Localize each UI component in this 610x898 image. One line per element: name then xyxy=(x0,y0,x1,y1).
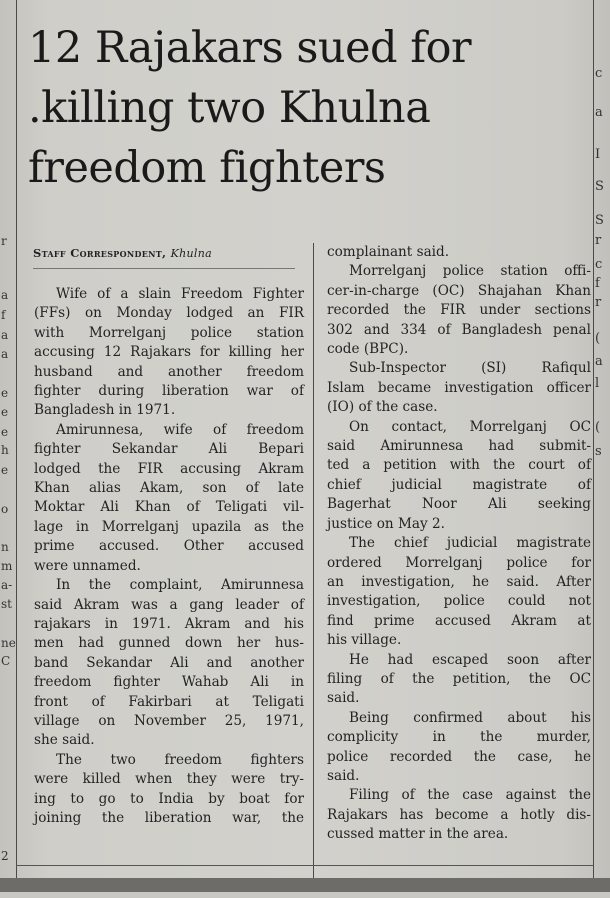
article-text-line: husband and another freedom xyxy=(34,363,304,380)
edge-text-fragment: r xyxy=(595,295,602,310)
article-text-line: The two freedom fighters xyxy=(56,751,304,768)
bottom-rule xyxy=(16,865,593,866)
article-text-line: Khan alias Akam, son of late xyxy=(34,480,304,497)
byline-location: Khulna xyxy=(170,247,212,260)
edge-text-fragment: e xyxy=(1,425,9,439)
byline-rule xyxy=(33,268,295,269)
article-text-line: Filing of the case against the xyxy=(349,787,591,804)
edge-text-fragment: a xyxy=(1,328,9,342)
adjacent-column-right-fragments xyxy=(594,0,610,892)
article-text-line: band Sekandar Ali and another xyxy=(34,654,304,671)
article-text-line: (FFs) on Monday lodged an FIR xyxy=(34,305,304,322)
column-rule-left xyxy=(16,0,17,878)
edge-text-fragment: a- xyxy=(1,578,13,592)
edge-text-fragment: ne xyxy=(1,636,16,650)
edge-text-fragment: ( xyxy=(595,420,601,435)
article-text-line: said Amirunnesa had submit- xyxy=(327,438,591,455)
article-text-line: an investigation, he said. After xyxy=(327,573,591,590)
article-text-line: she said. xyxy=(34,732,95,749)
edge-text-fragment: a xyxy=(595,354,603,369)
byline xyxy=(33,246,299,260)
article-text-line: Morrelganj police station offi- xyxy=(349,263,591,280)
edge-text-fragment: e xyxy=(1,405,9,419)
column-rule-middle xyxy=(313,243,314,878)
edge-text-fragment: S xyxy=(595,213,604,228)
edge-text-fragment: I xyxy=(595,147,601,162)
article-text-line: justice on May 2. xyxy=(327,515,445,532)
edge-text-fragment: e xyxy=(1,463,9,477)
article-text-line: Sub-Inspector (SI) Rafiqul xyxy=(349,360,591,377)
edge-text-fragment: f xyxy=(595,276,600,291)
article-text-line: lodged the FIR accusing Akram xyxy=(34,460,304,477)
edge-text-fragment: r xyxy=(1,234,7,248)
article-text-line: Rajakars has become a hotly dis- xyxy=(327,806,591,823)
headline-line: 12 Rajakars sued for xyxy=(28,23,472,73)
article-text-line: his village. xyxy=(327,632,402,649)
article-text-line: cussed matter in the area. xyxy=(327,826,509,843)
article-text-line: He had escaped soon after xyxy=(349,651,591,668)
byline-author: Staff Correspondent, xyxy=(33,246,167,260)
article-text-line: men had gunned down her hus- xyxy=(34,635,304,652)
edge-text-fragment: S xyxy=(595,179,604,194)
article-text-line: said Akram was a gang leader of xyxy=(34,596,304,613)
article-text-line: The chief judicial magistrate xyxy=(349,535,591,552)
article-text-line: chief judicial magistrate of xyxy=(327,476,591,493)
edge-text-fragment: f xyxy=(1,308,6,322)
article-text-line: complainant said. xyxy=(327,244,450,260)
article-text-line: ted a petition with the court of xyxy=(327,457,591,474)
edge-text-fragment: n xyxy=(1,540,9,554)
article-text-line: said. xyxy=(327,767,360,784)
article-text-line: find prime accused Akram at xyxy=(327,612,591,629)
edge-text-fragment: C xyxy=(1,654,11,668)
article-text-line: fighter Sekandar Ali Bepari xyxy=(34,441,304,458)
page-bottom-shadow xyxy=(0,878,610,892)
edge-text-fragment: a xyxy=(1,347,9,361)
article-text-line: On contact, Morrelganj OC xyxy=(349,418,591,435)
edge-text-fragment: s xyxy=(595,444,602,459)
article-text-line: recorded the FIR under sections xyxy=(327,302,591,319)
article-text-line: lage in Morrelganj upazila as the xyxy=(34,518,304,535)
article-text-line: freedom fighter Wahab Ali in xyxy=(34,674,304,691)
edge-text-fragment: e xyxy=(1,386,9,400)
article-text-line: were killed when they were try- xyxy=(34,771,304,788)
headline-line: freedom fighters xyxy=(28,143,386,193)
article-text-line: rajakars in 1971. Akram and his xyxy=(34,615,304,632)
edge-text-fragment: m xyxy=(1,559,13,573)
edge-text-fragment: l xyxy=(595,376,600,391)
article-text-line: In the complaint, Amirunnesa xyxy=(56,577,304,594)
article-text-line: cer-in-charge (OC) Shajahan Khan xyxy=(327,282,591,299)
edge-text-fragment: a xyxy=(595,105,603,120)
article-text-line: said. xyxy=(327,690,360,707)
article-text-line: Islam became investigation officer xyxy=(327,379,591,396)
column-rule-right xyxy=(593,0,594,878)
edge-text-fragment: st xyxy=(1,597,12,611)
article-text-line: Bangladesh in 1971. xyxy=(34,402,176,419)
article-headline xyxy=(28,18,588,198)
article-column-1 xyxy=(34,285,304,828)
article-text-line: joining the liberation war, the xyxy=(34,809,304,826)
edge-text-fragment: h xyxy=(1,443,9,457)
article-text-line: Bagerhat Noor Ali seeking xyxy=(327,496,591,513)
article-text-line: ordered Morrelganj police for xyxy=(327,554,591,571)
article-text-line: prime accused. Other accused xyxy=(34,538,304,555)
article-text-line: code (BPC). xyxy=(327,341,409,358)
edge-text-fragment: 2 xyxy=(1,849,9,863)
edge-text-fragment: c xyxy=(595,66,603,81)
edge-text-fragment: a xyxy=(1,288,9,302)
article-text-line: Amirunnesa, wife of freedom xyxy=(56,421,304,438)
article-text-line: (IO) of the case. xyxy=(327,399,438,416)
edge-text-fragment: o xyxy=(1,502,9,516)
article-text-line: ing to go to India by boat for xyxy=(34,790,304,807)
article-text-line: Wife of a slain Freedom Fighter xyxy=(56,286,304,302)
headline-line: .killing two Khulna xyxy=(28,83,431,133)
adjacent-column-left-fragments xyxy=(0,0,14,892)
article-text-line: filing of the petition, the OC xyxy=(327,670,591,687)
edge-text-fragment: ( xyxy=(595,331,601,346)
article-text-line: Moktar Ali Khan of Teligati vil- xyxy=(34,499,304,516)
article-column-2 xyxy=(327,243,591,845)
article-text-line: investigation, police could not xyxy=(327,593,591,610)
article-text-line: complicity in the murder, xyxy=(327,729,591,746)
article-text-line: front of Fakirbari at Teligati xyxy=(34,693,304,710)
article-text-line: 302 and 334 of Bangladesh penal xyxy=(327,321,591,338)
article-text-line: fighter during liberation war of xyxy=(34,383,304,400)
article-text-line: village on November 25, 1971, xyxy=(34,712,304,729)
article-text-line: Being confirmed about his xyxy=(349,709,591,726)
article-text-line: with Morrelganj police station xyxy=(34,324,304,341)
article-text-line: police recorded the case, he xyxy=(327,748,591,765)
edge-text-fragment: r xyxy=(595,233,602,248)
article-text-line: accusing 12 Rajakars for killing her xyxy=(34,344,304,361)
article-text-line: were unnamed. xyxy=(34,557,141,574)
edge-text-fragment: c xyxy=(595,257,603,272)
